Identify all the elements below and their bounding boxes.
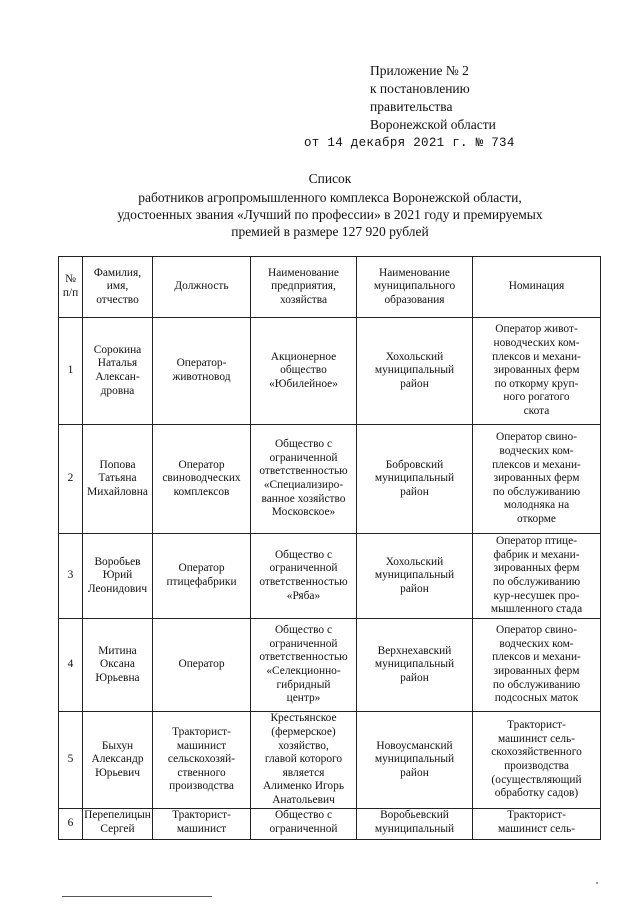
header-enterprise: Наименование предприятия, хозяйства bbox=[251, 257, 357, 318]
cell-enterprise: Акционерное общество «Юбилейное» bbox=[251, 318, 357, 425]
header-municipality: Наименование муниципального образования bbox=[357, 257, 473, 318]
cell-num: 4 bbox=[59, 619, 83, 712]
table-row bbox=[59, 809, 601, 840]
cell-nomination: Оператор птице- фабрик и механи- зированных ферм по обслуживанию кур-несушек про- мышленного стада bbox=[473, 534, 601, 619]
appendix-line: Приложение № 2 bbox=[370, 63, 469, 78]
cell-name: Быхун Александр Юрьевич bbox=[83, 712, 153, 809]
cell-municipality: Бобровский муниципальный район bbox=[357, 425, 473, 534]
header-name: Фамилия, имя, отчество bbox=[83, 257, 153, 318]
cell-nomination: Оператор живот- новодческих ком- плексов и механи- зированных ферм по откорму круп- ного рогатого скота bbox=[473, 318, 601, 425]
cell-nomination: Оператор свино- водческих ком- плексов и механи- зированных ферм по обслуживанию молодняка на откорме bbox=[473, 425, 601, 534]
cell-enterprise: Общество с ограниченной ответственностью «Специализиро- ванное хозяйство Московское» bbox=[251, 425, 357, 534]
awardees-table bbox=[58, 256, 601, 840]
cell-name: Попова Татьяна Михайловна bbox=[83, 425, 153, 534]
table-header-row bbox=[59, 257, 601, 318]
table-row bbox=[59, 318, 601, 425]
cell-nomination: Оператор свино- водческих ком- плексов и механи- зированных ферм по обслуживанию подсосных маток bbox=[473, 619, 601, 712]
cell-municipality: Верхнехавский муниципальный район bbox=[357, 619, 473, 712]
cell-num: 1 bbox=[59, 318, 83, 425]
cell-enterprise: Общество с ограниченной ответственностью «Ряба» bbox=[251, 534, 357, 619]
cell-position: Оператор- животновод bbox=[153, 318, 251, 425]
table-row bbox=[59, 425, 601, 534]
document-heading bbox=[60, 170, 600, 240]
cell-position: Оператор свиноводческих комплексов bbox=[153, 425, 251, 534]
resolution-date: от 14 декабря 2021 г. № 734 bbox=[304, 136, 515, 150]
cell-position: Оператор bbox=[153, 619, 251, 712]
scan-speck bbox=[596, 882, 598, 884]
cell-enterprise: Общество с ограниченной ответственностью «Селекционно- гибридный центр» bbox=[251, 619, 357, 712]
footnote-separator bbox=[62, 896, 212, 897]
cell-nomination: Тракторист- машинист сель- скохозяйственного производства (осуществляющий обработку садов) bbox=[473, 712, 601, 809]
appendix-block bbox=[304, 62, 515, 152]
cell-name: Сорокина Наталья Алексан- дровна bbox=[83, 318, 153, 425]
cell-enterprise: Общество с ограниченной bbox=[251, 809, 357, 840]
cell-name: Перепелицын Сергей bbox=[83, 809, 153, 840]
header-nomination: Номинация bbox=[473, 257, 601, 318]
cell-enterprise: Крестьянское (фермерское) хозяйство, главой которого является Алименко Игорь Анатольевич bbox=[251, 712, 357, 809]
appendix-line: к постановлению bbox=[370, 81, 470, 96]
cell-num: 5 bbox=[59, 712, 83, 809]
cell-position: Оператор птицефабрики bbox=[153, 534, 251, 619]
table-row bbox=[59, 619, 601, 712]
cell-municipality: Хохольский муниципальный район bbox=[357, 534, 473, 619]
cell-name: Воробьев Юрий Леонидович bbox=[83, 534, 153, 619]
appendix-line: правительства bbox=[370, 99, 453, 114]
cell-num: 6 bbox=[59, 809, 83, 840]
cell-municipality: Новоусманский муниципальный район bbox=[357, 712, 473, 809]
heading-subtitle: работников агропромышленного комплекса Воронежской области, удостоенных звания «Лучший по профессии» в 2021 году и премируемых премией в размере 127 920 рублей bbox=[117, 190, 543, 239]
heading-word: Список bbox=[308, 171, 352, 186]
cell-num: 3 bbox=[59, 534, 83, 619]
cell-nomination: Тракторист- машинист сель- bbox=[473, 809, 601, 840]
cell-num: 2 bbox=[59, 425, 83, 534]
header-num: № п/п bbox=[59, 257, 83, 318]
appendix-line: Воронежской области bbox=[370, 117, 496, 132]
cell-name: Митина Оксана Юрьевна bbox=[83, 619, 153, 712]
cell-position: Тракторист- машинист сельскохозяй- ственного производства bbox=[153, 712, 251, 809]
header-position: Должность bbox=[153, 257, 251, 318]
cell-position: Тракторист- машинист bbox=[153, 809, 251, 840]
cell-municipality: Хохольский муниципальный район bbox=[357, 318, 473, 425]
cell-municipality: Воробьевский муниципальный bbox=[357, 809, 473, 840]
table-row bbox=[59, 534, 601, 619]
table-row bbox=[59, 712, 601, 809]
